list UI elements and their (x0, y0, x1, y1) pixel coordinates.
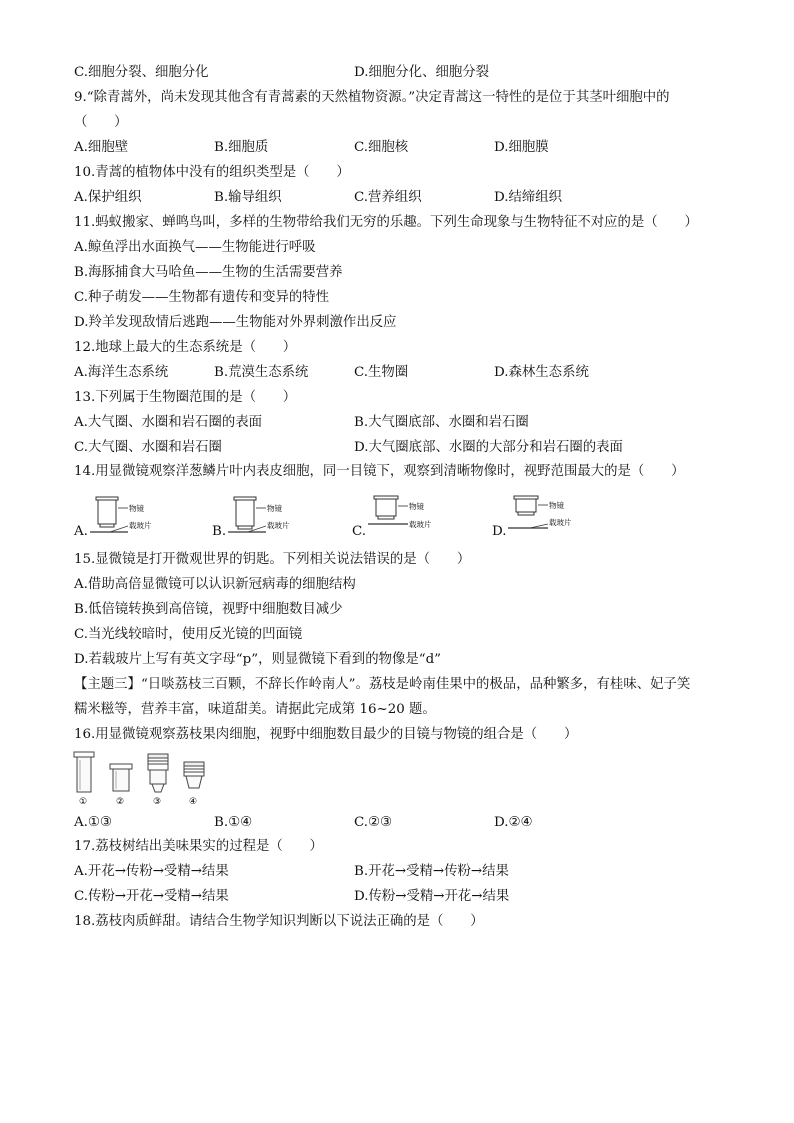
q11-option-d: D.羚羊发现敌情后逃跑——生物能对外界刺激作出反应 (74, 315, 397, 330)
theme3-intro-line1: 【主题三】“日啖荔枝三百颗，不辞长作岭南人”。荔枝是岭南佳果中的极品，品种繁多，有桂味、妃子笑 (74, 677, 691, 692)
q17-stem: 17.荔枝树结出美味果实的过程是（ ） (74, 839, 323, 854)
lens-4-short-objective (184, 762, 204, 807)
q8-option-d: D.细胞分化、细胞分裂 (354, 65, 490, 80)
q9-stem: 9.“除青蒿外，尚未发现其他含有青蒿素的天然植物资源。”决定青蒿这一特性的是位于其茎叶细胞中的 (74, 90, 670, 105)
q14-d-label-slide: 载玻片 (549, 518, 572, 527)
q17-option-d: D.传粉→受精→开花→结果 (354, 889, 510, 904)
q15-option-a: A.借助高倍显微镜可以认识新冠病毒的细胞结构 (74, 577, 356, 592)
q14-option-b-letter: B. (212, 524, 227, 539)
q13-option-b: B.大气圈底部、水圈和岩石圈 (354, 415, 529, 430)
q13-stem: 13.下列属于生物圈范围的是（ ） (74, 390, 297, 405)
q16-stem: 16.用显微镜观察荔枝果肉细胞，视野中细胞数目最少的目镜与物镜的组合是（ ） (74, 727, 578, 742)
q17-options-row-2 (74, 888, 734, 906)
lens-1-long-eyepiece (74, 752, 94, 807)
q12-options-row (74, 364, 734, 382)
q16-option-b: B.①④ (214, 815, 253, 830)
q14-b-label-slide: 载玻片 (267, 521, 290, 530)
q9-options-row (74, 139, 734, 157)
q18-stem: 18.荔枝肉质鲜甜。请结合生物学知识判断以下说法正确的是（ ） (74, 914, 484, 929)
q17-options-row-1 (74, 863, 734, 881)
q14-microscope-diagram-b (226, 494, 306, 538)
q10-option-d: D.结缔组织 (494, 190, 563, 205)
q15-option-d: D.若载玻片上写有英文字母“p”，则显微镜下看到的物像是“d” (74, 652, 442, 667)
q15-option-c: C.当光线较暗时，使用反光镜的凹面镜 (74, 627, 303, 642)
q13-options-row-2 (74, 439, 734, 457)
q14-microscope-diagram-d (506, 494, 590, 538)
lens-2-short-eyepiece (110, 764, 132, 807)
q17-option-c: C.传粉→开花→受精→结果 (74, 889, 229, 904)
lens-3-label: ③ (153, 797, 162, 807)
q10-stem: 10.青蒿的植物体中没有的组织类型是（ ） (74, 165, 350, 180)
theme3-intro-line2: 糯米糍等，营养丰富，味道甜美。请据此完成第 16~20 题。 (74, 702, 436, 717)
q14-c-label-slide: 载玻片 (409, 520, 432, 529)
q13-options-row-1 (74, 414, 734, 432)
q16-option-c: C.②③ (354, 815, 393, 830)
q10-option-b: B.输导组织 (214, 190, 282, 205)
q12-stem: 12.地球上最大的生态系统是（ ） (74, 340, 297, 355)
q9-option-d: D.细胞膜 (494, 140, 549, 155)
q16-options-row (74, 814, 734, 832)
q14-stem: 14.用显微镜观察洋葱鳞片叶内表皮细胞，同一目镜下，观察到清晰物像时，视野范围最大的是（ ） (74, 464, 685, 479)
q14-c-label-objective: 物镜 (409, 502, 424, 511)
q14-option-d-letter: D. (492, 524, 507, 539)
q17-option-a: A.开花→传粉→受精→结果 (74, 864, 229, 879)
q14-option-c-letter: C. (352, 524, 367, 539)
q10-options-row (74, 189, 734, 207)
q12-option-d: D.森林生态系统 (494, 365, 589, 380)
q9-stem-paren: （ ） (74, 115, 128, 130)
q12-option-a: A.海洋生态系统 (74, 365, 169, 380)
q13-option-d: D.大气圈底部、水圈的大部分和岩石圈的表面 (354, 440, 623, 455)
q9-option-b: B.细胞质 (214, 140, 269, 155)
q16-lens-diagram (72, 750, 222, 808)
q11-option-c: C.种子萌发——生物都有遗传和变异的特性 (74, 290, 330, 305)
q15-stem: 15.显微镜是打开微观世界的钥匙。下列相关说法错误的是（ ） (74, 552, 471, 567)
q15-option-b: B.低倍镜转换到高倍镜，视野中细胞数目减少 (74, 602, 343, 617)
lens-2-label: ② (116, 797, 125, 807)
q14-microscope-diagram-a (88, 494, 168, 538)
lens-1-label: ① (79, 797, 88, 807)
lens-4-label: ④ (189, 797, 198, 807)
q16-option-a: A.①③ (74, 815, 112, 830)
q14-b-label-objective: 物镜 (267, 504, 282, 513)
q13-option-a: A.大气圈、水圈和岩石圈的表面 (74, 415, 263, 430)
q8-option-c: C.细胞分裂、细胞分化 (74, 65, 209, 80)
q14-a-label-slide: 载玻片 (129, 521, 152, 530)
q9-option-a: A.细胞壁 (74, 140, 129, 155)
q9-option-c: C.细胞核 (354, 140, 409, 155)
q11-stem: 11.蚂蚁搬家、蝉鸣鸟叫，多样的生物带给我们无穷的乐趣。下列生命现象与生物特征不对应的是（ ） (74, 215, 698, 230)
q14-d-label-objective: 物镜 (549, 501, 564, 510)
q12-option-c: C.生物圈 (354, 365, 409, 380)
q11-option-b: B.海豚捕食大马哈鱼——生物的生活需要营养 (74, 265, 343, 280)
q17-option-b: B.开花→受精→传粉→结果 (354, 864, 509, 879)
q14-a-label-objective: 物镜 (129, 504, 144, 513)
q11-option-a: A.鲸鱼浮出水面换气——生物能进行呼吸 (74, 240, 316, 255)
q13-option-c: C.大气圈、水圈和岩石圈 (74, 440, 222, 455)
lens-3-long-objective (148, 754, 168, 807)
q8-options-row (74, 64, 734, 82)
q14-microscope-diagram-c (366, 494, 450, 538)
q10-option-c: C.营养组织 (354, 190, 422, 205)
q14-option-a-letter: A. (74, 524, 88, 539)
q10-option-a: A.保护组织 (74, 190, 142, 205)
q12-option-b: B.荒漠生态系统 (214, 365, 309, 380)
q16-option-d: D.②④ (494, 815, 533, 830)
